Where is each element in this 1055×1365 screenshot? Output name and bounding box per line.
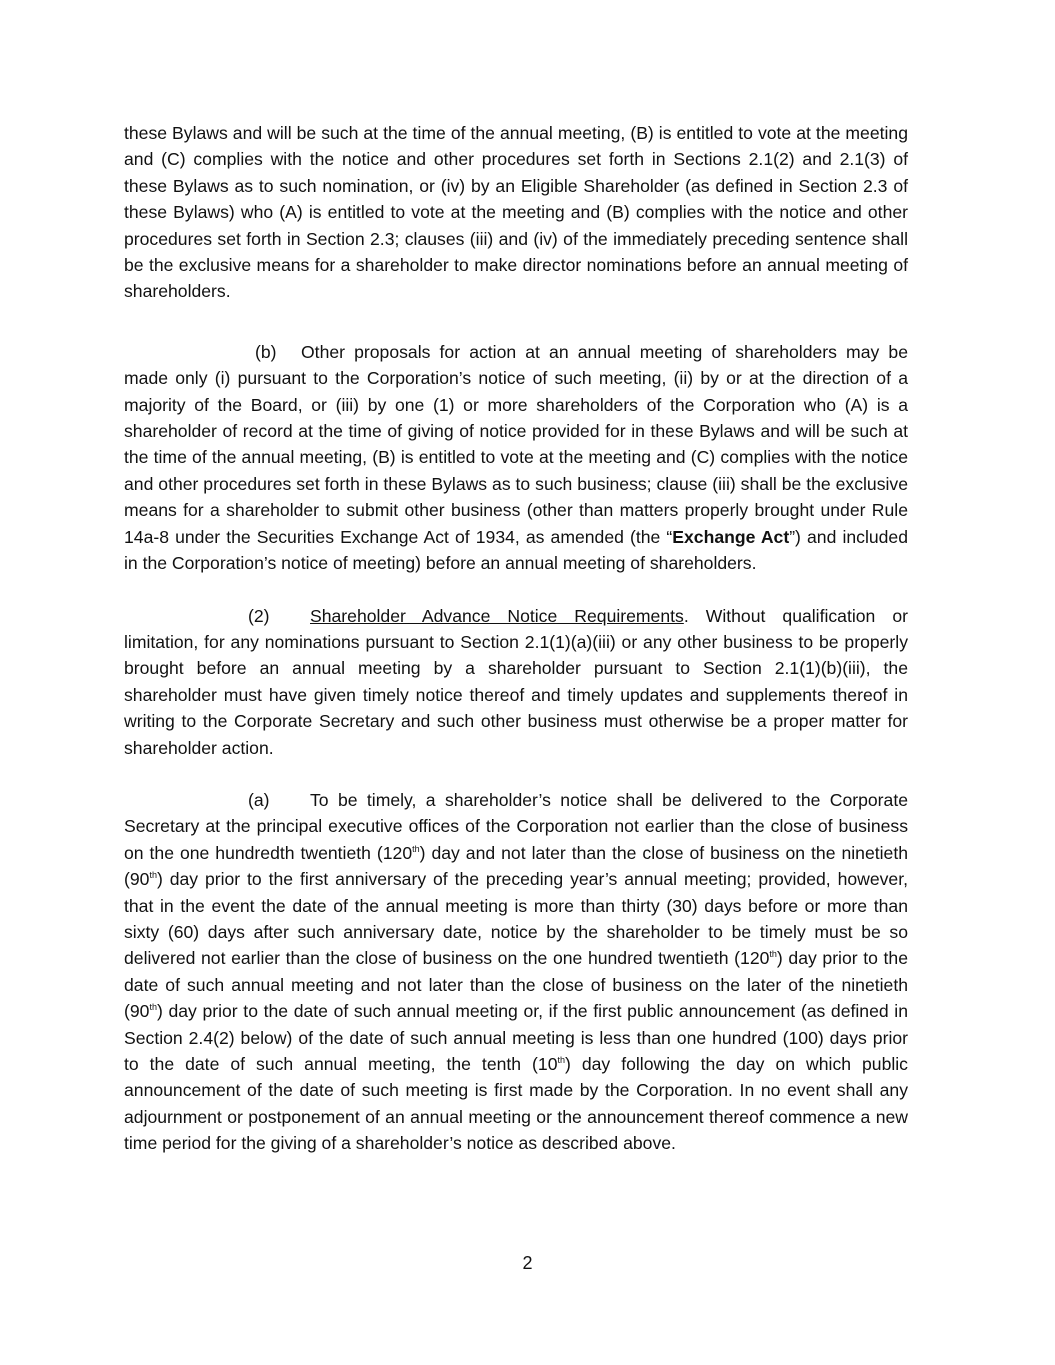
- text-segment: ) day following the day on which public announcement of the date of such meeting is first made by the Corporation. In no event shall any adjournment or postponement of an annual meeting or the announcement thereof commence a new time period for the giving of a shareholder’s notice as described above.: [124, 1054, 908, 1154]
- paragraph-timeliness: [124, 787, 908, 1157]
- ordinal-superscript: th: [769, 949, 777, 960]
- text-segment: ) day prior to the date of such annual meeting and not later than the close of business on the later of the ninetieth (90: [124, 948, 908, 1022]
- ordinal-superscript: th: [149, 870, 157, 881]
- text-segment: ) day and not later than the close of business on the ninetieth (90: [124, 842, 908, 890]
- text-segment: ) day prior to the first anniversary of the preceding year’s annual meeting; provided, however, that in the event the date of the annual meeting is more than thirty (30) days before or more than sixty (60) days after such anniversary date, notice by the shareholder to be timely must be so delivered not earlier than the close of business on the one hundred twentieth (120: [124, 869, 908, 969]
- ordinal-superscript: th: [412, 843, 420, 854]
- page-number: 2: [522, 1253, 533, 1273]
- clause-label-a: (a): [248, 789, 270, 810]
- section-label-2: (2): [248, 605, 270, 626]
- paragraph-text: Other proposals for action at an annual meeting of shareholders may be made only (i) pursuant to the Corporation’s notice of such meeting, (ii) by or at the direction of a majority of the Board, or (iii) by one (1) or more shareholders of the Corporation who (A) is a shareholder of record at the time of giving of notice provided for in these Bylaws and will be such at the time of the annual meeting, (B) is entitled to vote at the meeting and (C) complies with the notice and other procedures set forth in these Bylaws as to such business; clause (iii) shall be the exclusive means for a shareholder to submit other business (other than matters properly brought under Rule 14a-8 under the Securities Exchange Act of 1934, as amended (the “: [124, 341, 908, 547]
- paragraph-nomination-continuation: [124, 120, 908, 305]
- clause-label-b: (b): [255, 341, 277, 362]
- document-page: [124, 120, 908, 1157]
- text-segment: To be timely, a shareholder’s notice shall be delivered to the Corporate Secretary at the principal executive offices of the Corporation not earlier than the close of business on the one hundredth twentieth (120: [124, 789, 908, 863]
- text-segment: ) day prior to the date of such annual meeting or, if the first public announcement (as defined in Section 2.4(2) below) of the date of such annual meeting is less than one hundred (100) days prior to the date of such annual meeting, the tenth (10: [124, 1001, 908, 1074]
- paragraph-text-end: ”) and included in the Corporation’s notice of meeting) before an annual meeting of shareholders.: [124, 526, 909, 574]
- paragraph-other-proposals: [124, 339, 908, 577]
- paragraph-advance-notice: [124, 603, 908, 761]
- ordinal-superscript: th: [149, 1002, 157, 1013]
- ordinal-superscript: th: [557, 1055, 565, 1066]
- paragraph-text: . Without qualification or limitation, for any nominations pursuant to Section 2.1(1)(a)(iii) or any other business to be properly brought before an annual meeting by a shareholder pursuant to Section 2.1(1)(b)(iii), the shareholder must have given timely notice thereof and timely updates and supplements thereof in writing to the Corporate Secretary and such other business must otherwise be a proper matter for shareholder action.: [124, 605, 908, 758]
- section-heading: Shareholder Advance Notice Requirements: [310, 605, 684, 626]
- defined-term-exchange-act: Exchange Act: [672, 526, 790, 547]
- paragraph-text: these Bylaws and will be such at the time of the annual meeting, (B) is entitled to vote at the meeting and (C) complies with the notice and other procedures set forth in Sections 2.1(2) and 2.1(3) of these Bylaws as to such nomination, or (iv) by an Eligible Shareholder (as defined in Section 2.3 of these Bylaws) who (A) is entitled to vote at the meeting and (B) complies with the notice and other procedures set forth in Section 2.3; clauses (iii) and (iv) of the immediately preceding sentence shall be the exclusive means for a shareholder to make director nominations before an annual meeting of shareholders.: [124, 123, 908, 302]
